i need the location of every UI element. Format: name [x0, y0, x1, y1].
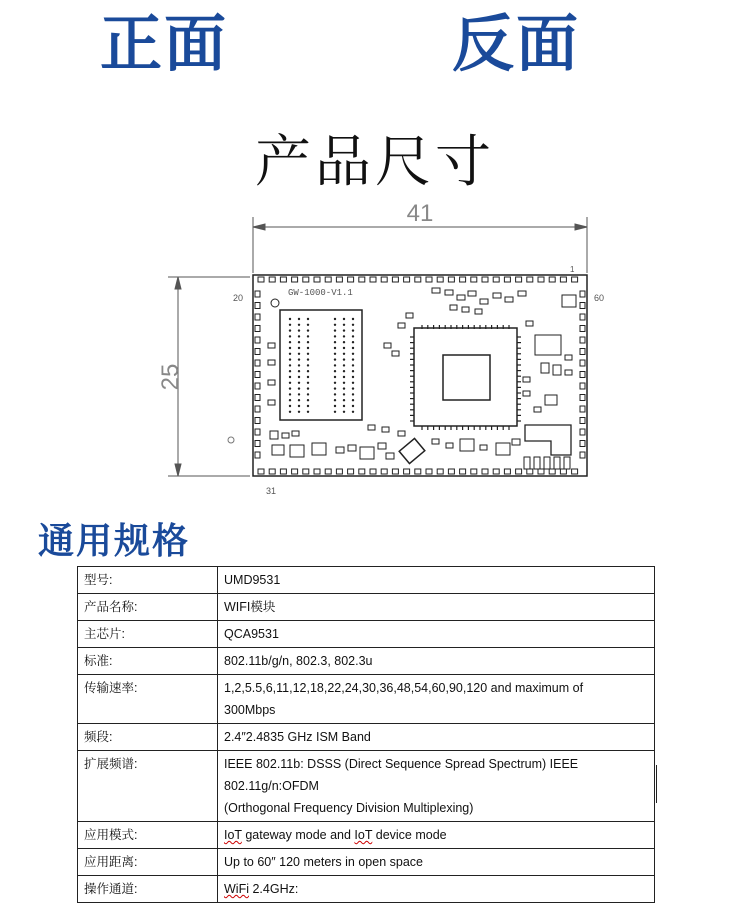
spec-key: 频段: — [78, 724, 218, 751]
board-label: GW-1000-V1.1 — [288, 288, 353, 298]
ball — [307, 393, 309, 395]
ball — [334, 411, 336, 413]
ball — [343, 364, 345, 366]
spec-key: 应用模式: — [78, 822, 218, 849]
ball — [298, 387, 300, 389]
ball — [289, 347, 291, 349]
ball — [343, 324, 345, 326]
ball — [343, 393, 345, 395]
ball — [334, 358, 336, 360]
table-row — [78, 648, 655, 675]
ball — [343, 329, 345, 331]
pin-20-label: 20 — [233, 293, 244, 303]
spec-value: 2.4″2.4835 GHz ISM Band — [218, 724, 655, 751]
ball — [343, 347, 345, 349]
spec-key: 传输速率: — [78, 675, 218, 724]
ball — [289, 335, 291, 337]
ball — [289, 411, 291, 413]
spec-value-part: IoT — [224, 828, 242, 842]
table-row — [78, 594, 655, 621]
spec-value: UMD9531 — [218, 567, 655, 594]
ball — [298, 382, 300, 384]
ball — [307, 405, 309, 407]
ball — [307, 411, 309, 413]
pin-1-label: 1 — [570, 265, 575, 274]
ball — [307, 324, 309, 326]
ball — [307, 376, 309, 378]
spec-value-part: IoT — [354, 828, 373, 842]
spec-key: 主芯片: — [78, 621, 218, 648]
ball — [352, 399, 354, 401]
spec-value-line: (Orthogonal Frequency Division Multiplexing) — [224, 801, 474, 815]
ball — [343, 411, 345, 413]
spec-key: 操作通道: — [78, 876, 218, 903]
ball — [307, 341, 309, 343]
pin-60-label: 60 — [594, 293, 605, 303]
spec-key: 型号: — [78, 567, 218, 594]
ball — [289, 376, 291, 378]
ball — [343, 341, 345, 343]
ball — [352, 318, 354, 320]
ball — [289, 393, 291, 395]
pin-31-label: 31 — [266, 486, 277, 496]
ball — [298, 335, 300, 337]
dimension-title: 产品尺寸 — [255, 130, 495, 195]
ball — [298, 318, 300, 320]
ball — [307, 335, 309, 337]
spec-key: 扩展频谱: — [78, 751, 218, 822]
ball — [289, 358, 291, 360]
spec-value-part: WiFi — [224, 882, 249, 896]
ball — [298, 341, 300, 343]
height-label: 25 — [157, 363, 184, 391]
ball — [289, 341, 291, 343]
margin-mark — [656, 765, 657, 803]
spec-value-part: device mode — [372, 828, 447, 842]
ball — [307, 382, 309, 384]
ball — [334, 353, 336, 355]
ball — [334, 347, 336, 349]
ball — [298, 405, 300, 407]
spec-value-line: 300Mbps — [224, 703, 276, 717]
ball — [343, 353, 345, 355]
ball — [289, 382, 291, 384]
spec-value-line: IEEE 802.11b: DSSS (Direct Sequence Spread Spectrum) IEEE — [224, 757, 579, 771]
spec-key: 应用距离: — [78, 849, 218, 876]
ball — [307, 358, 309, 360]
ball — [343, 376, 345, 378]
back-heading: 反面 — [452, 7, 581, 80]
ball — [334, 376, 336, 378]
ball — [289, 387, 291, 389]
ball — [307, 387, 309, 389]
ball — [334, 370, 336, 372]
spec-title: 通用规格 — [38, 521, 191, 562]
ball — [352, 324, 354, 326]
ball — [334, 318, 336, 320]
ball — [289, 370, 291, 372]
ball — [352, 387, 354, 389]
ball — [298, 353, 300, 355]
table-row — [78, 567, 655, 594]
ball — [352, 370, 354, 372]
table-row — [78, 876, 655, 903]
spec-value: WIFI模块 — [218, 594, 655, 621]
ball — [307, 370, 309, 372]
ball — [307, 329, 309, 331]
width-label: 41 — [406, 200, 434, 227]
spec-value-line: 1,2,5.5,6,11,12,18,22,24,30,36,48,54,60,90,120 and maximum of — [224, 681, 584, 695]
ball — [343, 318, 345, 320]
board-dimension-drawing — [157, 195, 620, 500]
table-row — [78, 849, 655, 876]
ball — [352, 393, 354, 395]
ball — [298, 393, 300, 395]
table-row — [78, 822, 655, 849]
ball — [343, 405, 345, 407]
spec-value: 802.11b/g/n, 802.3, 802.3u — [218, 648, 655, 675]
ball — [289, 318, 291, 320]
ball — [307, 364, 309, 366]
ball — [298, 370, 300, 372]
ball — [298, 376, 300, 378]
ball — [352, 376, 354, 378]
ball — [298, 411, 300, 413]
spec-value-part: gateway mode and — [241, 828, 355, 842]
ball — [343, 370, 345, 372]
ball — [298, 358, 300, 360]
ball — [289, 364, 291, 366]
ball — [334, 387, 336, 389]
ball — [289, 405, 291, 407]
table-row — [78, 675, 655, 724]
spec-value-line: 802.11g/n:OFDM — [224, 779, 319, 793]
ball — [343, 358, 345, 360]
table-row — [78, 724, 655, 751]
ball — [352, 353, 354, 355]
ball — [352, 347, 354, 349]
spec-value: Up to 60″ 120 meters in open space — [218, 849, 655, 876]
spec-table — [77, 566, 655, 903]
front-heading: 正面 — [100, 7, 229, 80]
ball — [352, 411, 354, 413]
table-row — [78, 621, 655, 648]
ball — [343, 335, 345, 337]
spec-value — [218, 675, 655, 724]
ball — [298, 364, 300, 366]
ball — [334, 393, 336, 395]
table-row — [78, 751, 655, 822]
reference-circle — [228, 437, 234, 443]
ball — [307, 399, 309, 401]
ball — [343, 387, 345, 389]
ball — [334, 341, 336, 343]
ball — [289, 329, 291, 331]
ball — [334, 399, 336, 401]
spec-value — [218, 822, 655, 849]
ball — [352, 358, 354, 360]
spec-value — [218, 751, 655, 822]
ball — [352, 405, 354, 407]
ball — [352, 341, 354, 343]
ball — [298, 347, 300, 349]
ball — [307, 347, 309, 349]
ball — [298, 324, 300, 326]
ball — [352, 329, 354, 331]
spec-value-part: 2.4GHz: — [249, 882, 299, 896]
ball — [343, 399, 345, 401]
spec-key: 产品名称: — [78, 594, 218, 621]
ball — [289, 399, 291, 401]
ball — [298, 329, 300, 331]
ball — [289, 353, 291, 355]
ball — [352, 364, 354, 366]
spec-value: QCA9531 — [218, 621, 655, 648]
ball — [334, 364, 336, 366]
ball — [343, 382, 345, 384]
ball — [307, 318, 309, 320]
ball — [298, 399, 300, 401]
spec-key: 标准: — [78, 648, 218, 675]
ball — [334, 329, 336, 331]
ball — [334, 405, 336, 407]
ball — [352, 335, 354, 337]
ball — [289, 324, 291, 326]
ball — [352, 382, 354, 384]
ball — [334, 382, 336, 384]
ball — [334, 335, 336, 337]
ball — [307, 353, 309, 355]
ball — [334, 324, 336, 326]
spec-value — [218, 876, 655, 903]
